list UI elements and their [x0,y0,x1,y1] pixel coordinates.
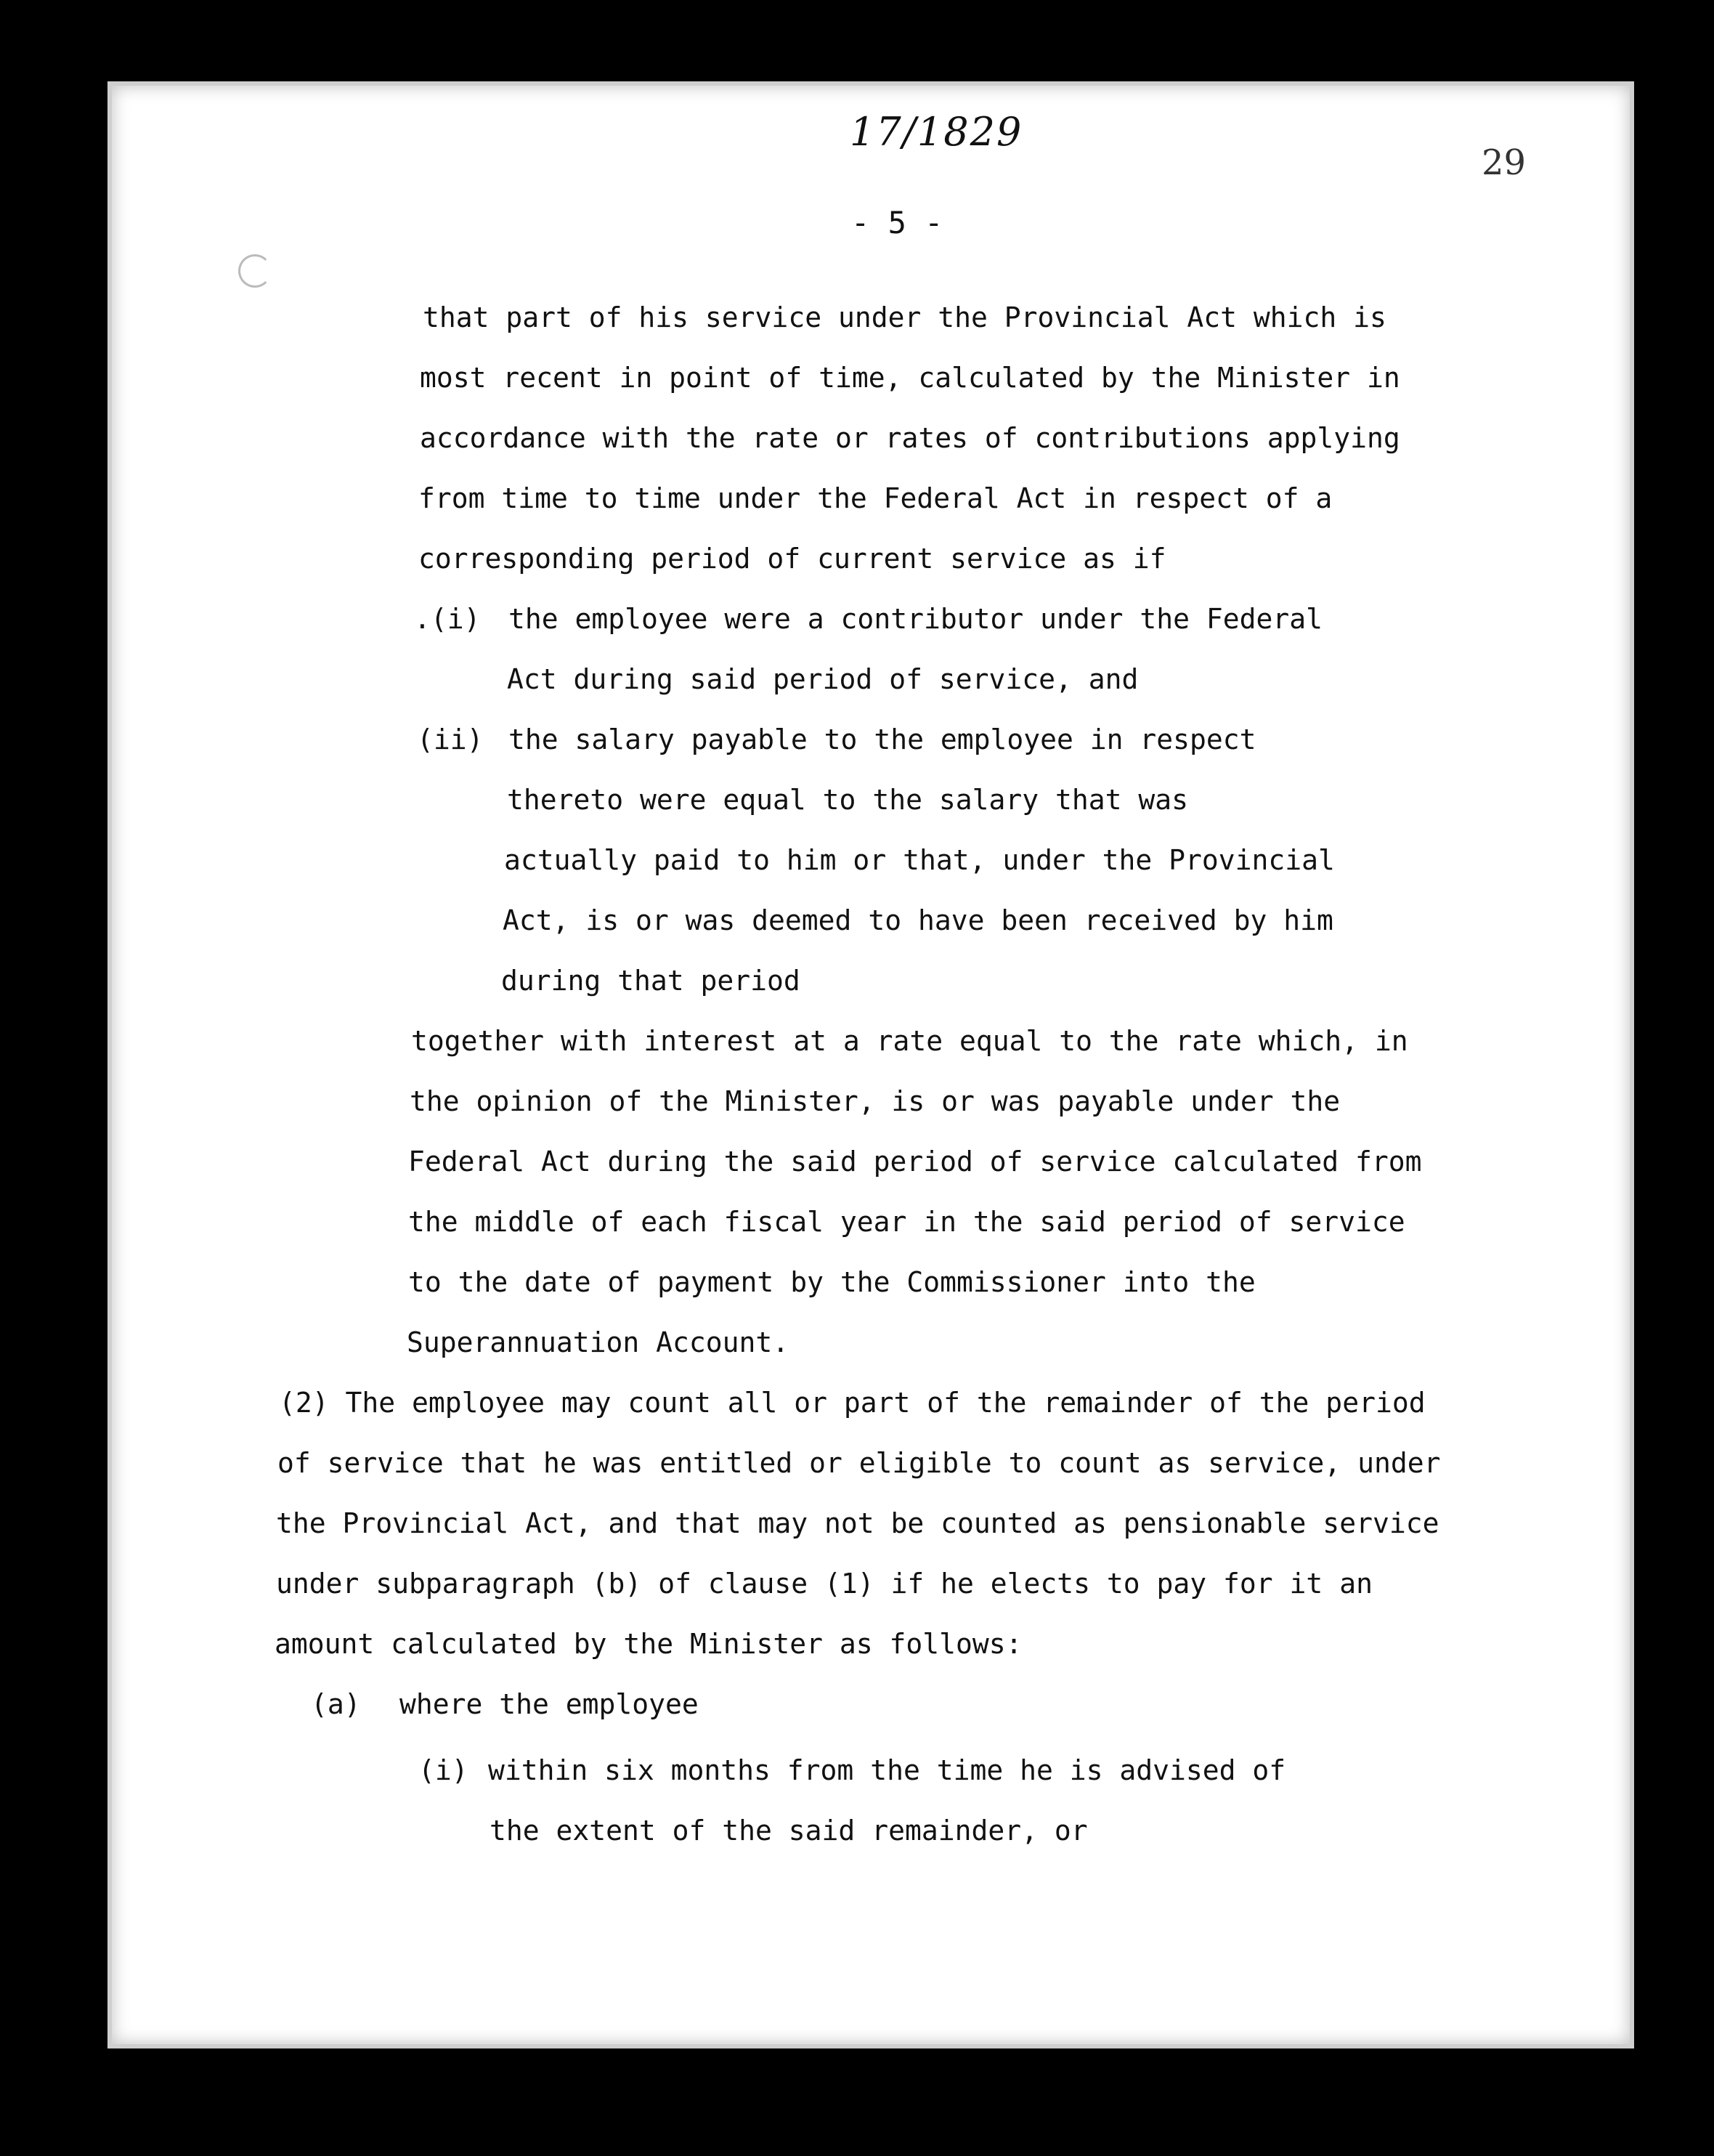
text-line: to the date of payment by the Commissioner into the [408,1266,1256,1298]
text-line: the extent of the said remainder, or [490,1815,1088,1847]
text-line: that part of his service under the Provincial Act which is [423,301,1386,333]
text-line: the Provincial Act, and that may not be counted as pensionable service [276,1507,1439,1539]
text-line: corresponding period of current service as if [418,543,1166,575]
folio-number: 29 [1482,142,1527,183]
text-line: where the employee [399,1688,699,1720]
list-marker: .(i) [414,603,481,635]
handwritten-note: 17/1829 [850,109,1023,155]
text-line: Superannuation Account. [407,1326,789,1358]
text-line: actually paid to him or that, under the Provincial [504,844,1335,876]
text-line: amount calculated by the Minister as follows: [275,1628,1023,1660]
text-line: during that period [501,965,800,997]
text-line: the salary payable to the employee in respect [508,724,1256,755]
text-line: of service that he was entitled or eligible to count as service, under [277,1447,1441,1479]
text-line: the opinion of the Minister, is or was payable under the [410,1085,1341,1117]
text-line: under subparagraph (b) of clause (1) if he elects to pay for it an [276,1568,1373,1600]
text-line: within six months from the time he is advised of [488,1754,1286,1786]
margin-mark [238,254,272,288]
list-marker: (i) [418,1754,468,1786]
scan-speck [208,116,216,121]
text-line: from time to time under the Federal Act in respect of a [418,482,1333,514]
text-line: Act during said period of service, and [507,663,1139,695]
text-line: most recent in point of time, calculated by the Minister in [420,362,1400,394]
list-marker: (a) [311,1688,361,1720]
scan-speck [134,121,139,126]
text-line: together with interest at a rate equal to the rate which, in [411,1025,1408,1057]
text-line: Act, is or was deemed to have been received by him [503,904,1333,936]
text-line: Federal Act during the said period of service calculated from [408,1146,1422,1178]
text-line: the middle of each fiscal year in the said period of service [408,1206,1405,1238]
text-line: accordance with the rate or rates of contributions applying [420,422,1400,454]
list-marker: (ii) [417,724,484,755]
text-line: the employee were a contributor under the Federal [508,603,1323,635]
text-line: (2) The employee may count all or part of the remainder of the period [279,1387,1426,1419]
page-number: - 5 - [851,205,943,240]
text-line: thereto were equal to the salary that was [507,784,1188,816]
